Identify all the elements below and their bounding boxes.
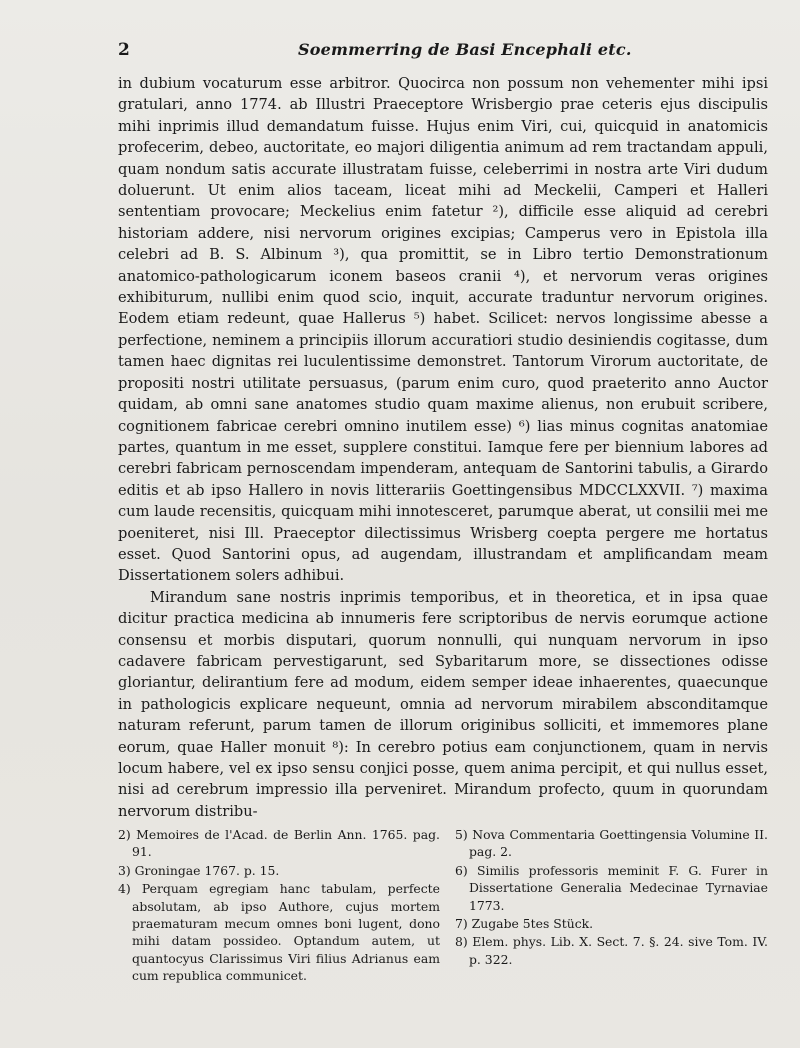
paragraph-1: in dubium vocaturum esse arbitror. Quocirca non possum non vehementer mihi ipsi gratulari, anno 1774. ab Illustri Praeceptore Wrisbergio prae ceteris ejus discipulis mihi inprimis illud demandatum fuisse. Hujus enim Viri, cui, quicquid in anatomicis profecerim, debeo, auctoritate, eo majori diligentia animum ad rem tractandam appuli, quam nondum satis accurate illustratam fuisse, celeberrimi in nostra arte Viri dudum doluerunt. Ut enim alios taceam, liceat mihi ad Meckelii, Camperi et Halleri sententiam provocare; Meckelius enim fatetur ²), difficile esse aliquid ad cerebri historiam addere, nisi nervorum origines excipias; Camperus vero in Epistola illa celebri ad B. S. Albinum ³), qua promittit, se in Libro tertio Demonstrationum anatomico-pathologicarum iconem baseos cranii ⁴), et nervorum veras origines exhibiturum, nullibi enim quod scio, inquit, accurate traduntur nervorum origines. Eodem etiam redeunt, quae Hallerus ⁵) habet. Scilicet: nervos longissime abesse a perfectione, neminem a principiis illorum accuratiori studio desiniendis cogitasse, dum tamen haec dignitas rei luculentissime demonstret. Tantorum Virorum auctoritate, de propositi nostri utilitate persuasus, (parum enim curo, quod praeterito anno Auctor quidam, ab omni sane anatomes studio quam maxime alienus, non erubuit scribere, cognitionem fabricae cerebri omnino inutilem esse) ⁶) lias minus cognitas anatomiae partes, quantum in me esset, supplere constitui. Iamque fere per biennium labores ad cerebri fabricam pernoscendam impenderam, antequam de Santorini tabulis, a Girardo editis et ab ipso Hallero in novis litterariis Goettingensibus MDCCLXXVII. ⁷) maxima cum laude recensitis, quicquam mihi innotesceret, parumque aberat, ut consilii mei me poeniteret, nisi Ill. Praeceptor dilectissimus Wrisberg coepta pergere me hortatus esset. Quod Santorini opus, ad augendam, illustrandam et amplificandam meam Dissertationem solers adhibui. <box>118 75 768 585</box>
footnote-2: 2) Memoires de l'Acad. de Berlin Ann. 1765. pag. 91. <box>118 827 440 860</box>
main-text <box>118 73 768 822</box>
footnote-divider <box>118 820 768 821</box>
paragraph-2: Mirandum sane nostris inprimis temporibus, et in theoretica, et in ipsa quae dicitur practica medicina ab innumeris fere scriptoribus de nervis eorumque actione consensu et morbis disputari, quorum nonnulli, qui nunquam nervorum in ipso cadavere fabricam pervestigarunt, sed Sybaritarum more, se dissectiones odisse gloriantur, delirantium fere ad modum, eidem semper ideae inhaerentes, quaecunque in pathologicis explicare nequeunt, omnia ad nervorum mirabilem absconditamque naturam referunt, parum tamen de illorum originibus solliciti, et immemores plane eorum, quae Haller monuit ⁸): In cerebro potius eam conjunctionem, quam in nervis locum habere, vel ex ipso sensu conjici posse, quem anima percipit, et qui nullus esset, nisi ad cerebrum impressio illa perveniret. Mirandum profecto, quum in quorundam nervorum distribu- <box>118 588 768 820</box>
page-number: 2 <box>118 40 130 60</box>
footnote-3: 3) Groningae 1767. p. 15. <box>118 862 280 878</box>
page-header <box>118 40 768 64</box>
footnote-8: 8) Elem. phys. Lib. X. Sect. 7. §. 24. sive Tom. IV. p. 322. <box>455 934 768 967</box>
footnote-5: 5) Nova Commentaria Goettingensia Volumine II. pag. 2. <box>455 827 768 860</box>
footnotes-left-column <box>118 826 440 986</box>
footnote-4: 4) Perquam egregiam hanc tabulam, perfecte absolutam, ab ipso Authore, cujus mortem praematuram mecum omnes boni lugent, dono mihi datam possideo. Optandum autem, ut quantocyus Clarissimus Viri filius Adrianus eam cum republica communicet. <box>118 881 440 984</box>
footnote-7: 7) Zugabe 5tes Stück. <box>455 916 594 932</box>
footnote-6: 6) Similis professoris meminit F. G. Furer in Dissertatione Generalia Medecinae Tyrnaviae 1773. <box>455 862 768 913</box>
footnotes-right-column <box>455 826 768 969</box>
running-head: Soemmerring de Basi Encephali etc. <box>298 40 632 59</box>
